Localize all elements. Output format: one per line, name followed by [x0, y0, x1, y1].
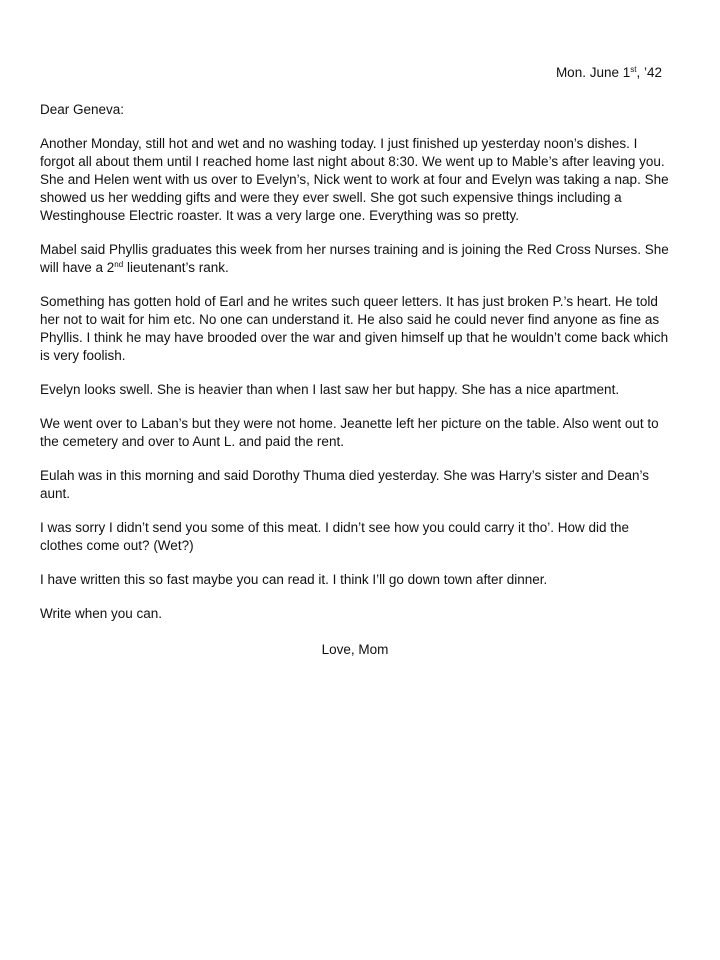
- paragraph-laban: We went over to Laban’s but they were not home. Jeanette left her picture on the table. Also went out to the cemetery and over to Aunt L. and paid the rent.: [40, 416, 659, 449]
- rank-ordinal: nd: [114, 260, 124, 269]
- paragraph-fast: I have written this so fast maybe you can read it. I think I’ll go down town after dinner.: [40, 572, 548, 587]
- paragraph-evelyn: Evelyn looks swell. She is heavier than when I last saw her but happy. She has a nice apartment.: [40, 382, 620, 397]
- letter-date: [40, 64, 662, 82]
- paragraph-write: Write when you can.: [40, 606, 163, 621]
- paragraph-eulah: Eulah was in this morning and said Dorothy Thuma died yesterday. She was Harry’s sister and Dean’s aunt.: [40, 468, 650, 501]
- rank-text: lieutenant’s rank.: [123, 260, 229, 275]
- date-year: , ’42: [636, 65, 662, 80]
- paragraph-phyllis: [40, 241, 670, 277]
- paragraph-earl: Something has gotten hold of Earl and he writes such queer letters. It has just broken P.’s heart. He told her not to wait for him etc. No one can understand it. He also said he could never find anyone as fine as Phyllis. I think he may have brooded over the war and given himself up that he wouldn’t come back which is very foolish.: [40, 294, 669, 363]
- paragraph-washing: Another Monday, still hot and wet and no washing today. I just finished up yesterday noon’s dishes. I forgot all about them until I reached home last night about 8:30. We went up to Mable’s after leaving you. She and Helen went with us over to Evelyn’s, Nick went to work at four and Evelyn was taking a nap. She showed us her wedding gifts and were they ever swell. She got such expensive things including a Westinghouse Electric roaster. It was a very large one. Everything was so pretty.: [40, 136, 669, 223]
- closing-signature: Love, Mom: [321, 642, 389, 657]
- phyllis-text: Mabel said Phyllis graduates this week from her nurses training and is joining the Red Cross Nurses. She will have a 2: [40, 242, 669, 275]
- date-ordinal: st: [630, 65, 637, 74]
- date-text: Mon. June 1: [555, 65, 631, 80]
- letter: [40, 64, 670, 659]
- salutation: Dear Geneva:: [40, 102, 125, 117]
- paragraph-meat: I was sorry I didn’t send you some of this meat. I didn’t see how you could carry it tho’. How did the clothes come out? (Wet?): [40, 520, 630, 553]
